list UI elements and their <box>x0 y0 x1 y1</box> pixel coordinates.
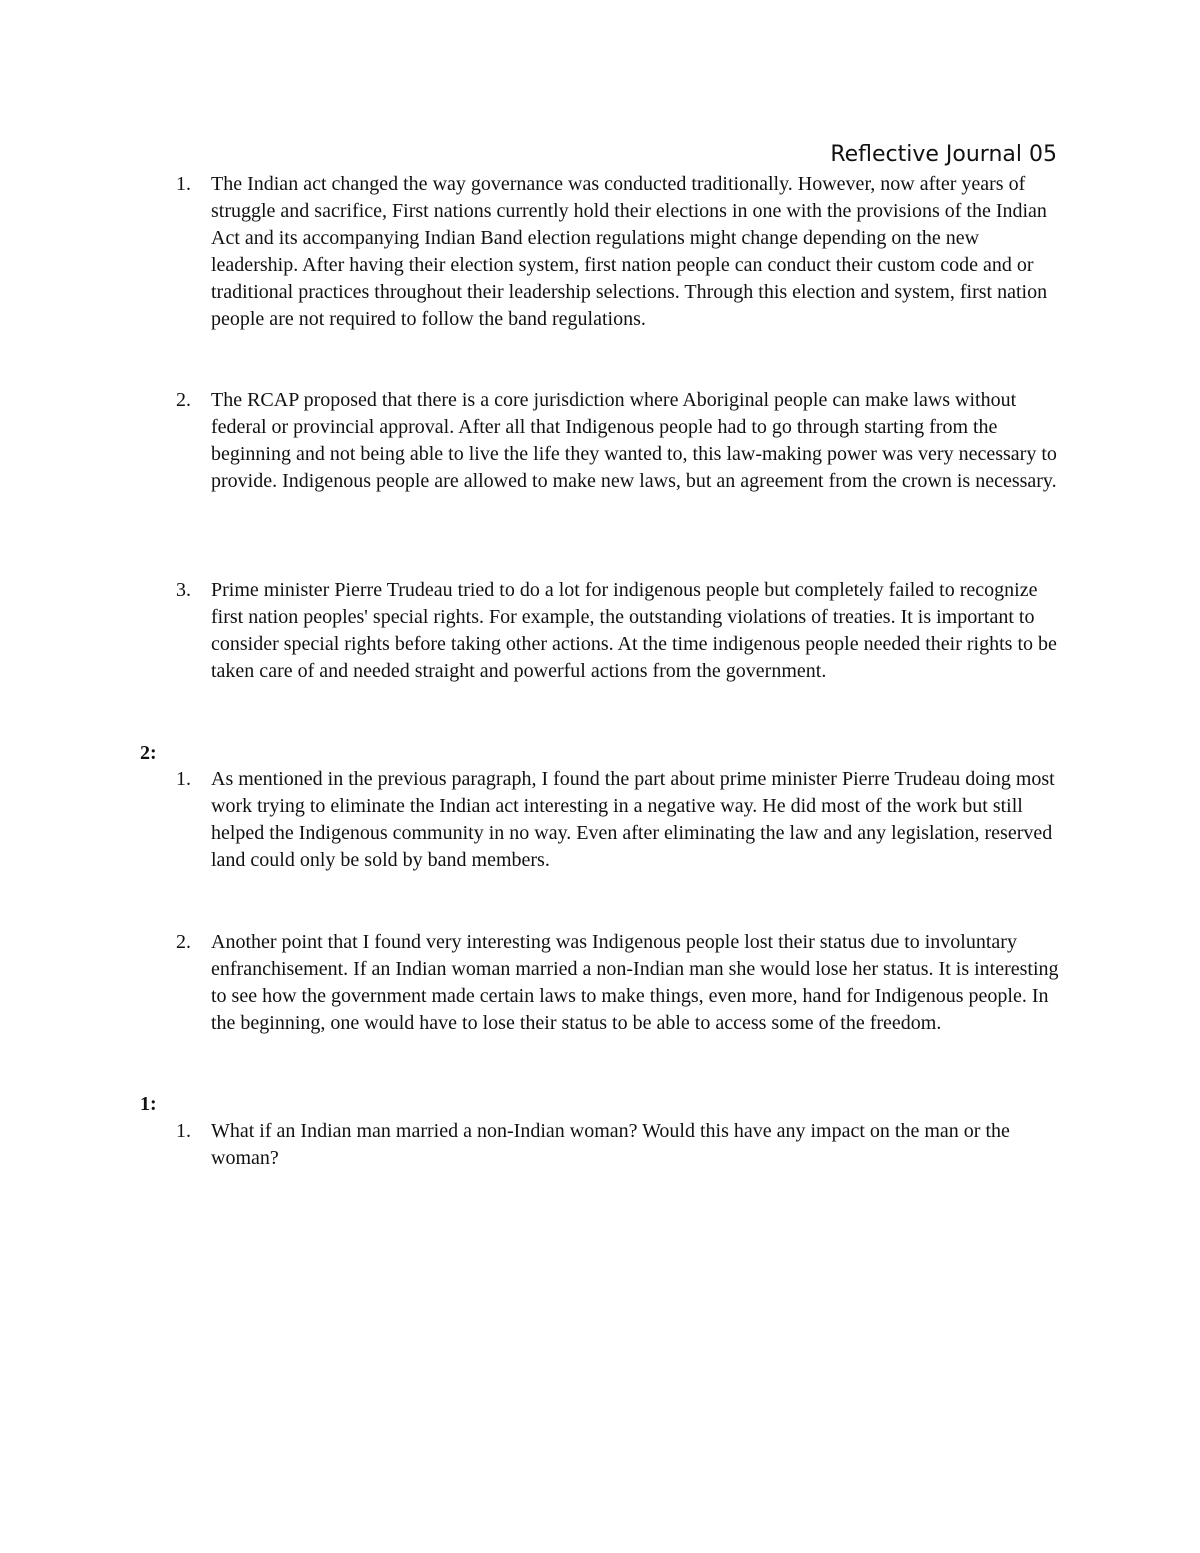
list-item-number: 2. <box>176 931 191 953</box>
document-title: Reflective Journal 05 <box>830 142 1057 167</box>
list-item-text: Another point that I found very interesting was Indigenous people lost their status due to involuntary enfranchisement. If an Indian woman married a non-Indian man she would lose her status. It is interesting to see how the government made certain laws to make things, even more, hand for Indigenous people. In the beginning, one would have to lose their status to be able to access some of the freedom. <box>211 931 1059 1035</box>
list-item-text: The RCAP proposed that there is a core jurisdiction where Aboriginal people can make laws without federal or provincial approval. After all that Indigenous people had to go through starting from the beginning and not being able to live the life they wanted to, this law-making power was very necessary to provide. Indigenous people are allowed to make new laws, but an agreement from the crown is necessary. <box>211 389 1057 493</box>
list-item-number: 1. <box>176 173 191 195</box>
list-item-text: What if an Indian man married a non-Indian woman? Would this have any impact on the man or the woman? <box>211 1120 1010 1170</box>
list-item-number: 2. <box>176 389 191 411</box>
list-item-number: 1. <box>176 768 191 790</box>
list-item-number: 3. <box>176 579 191 601</box>
section-label: 1: <box>140 1093 157 1115</box>
list-item-text: Prime minister Pierre Trudeau tried to do a lot for indigenous people but completely failed to recognize first nation peoples' special rights. For example, the outstanding violations of treaties. It is important to consider special rights before taking other actions. At the time indigenous people needed their rights to be taken care of and needed straight and powerful actions from the government. <box>211 579 1057 683</box>
list-item-text: As mentioned in the previous paragraph, I found the part about prime minister Pierre Trudeau doing most work trying to eliminate the Indian act interesting in a negative way. He did most of the work but still helped the Indigenous community in no way. Even after eliminating the law and any legislation, reserved land could only be sold by band members. <box>211 768 1055 872</box>
list-item-text: The Indian act changed the way governance was conducted traditionally. However, now after years of struggle and sacrifice, First nations currently hold their elections in one with the provisions of the Indian Act and its accompanying Indian Band election regulations might change depending on the new leadership. After having their election system, first nation people can conduct their custom code and or traditional practices throughout their leadership selections. Through this election and system, first nation people are not required to follow the band regulations. <box>211 173 1048 331</box>
section-label: 2: <box>140 742 157 764</box>
list-item-number: 1. <box>176 1120 191 1142</box>
